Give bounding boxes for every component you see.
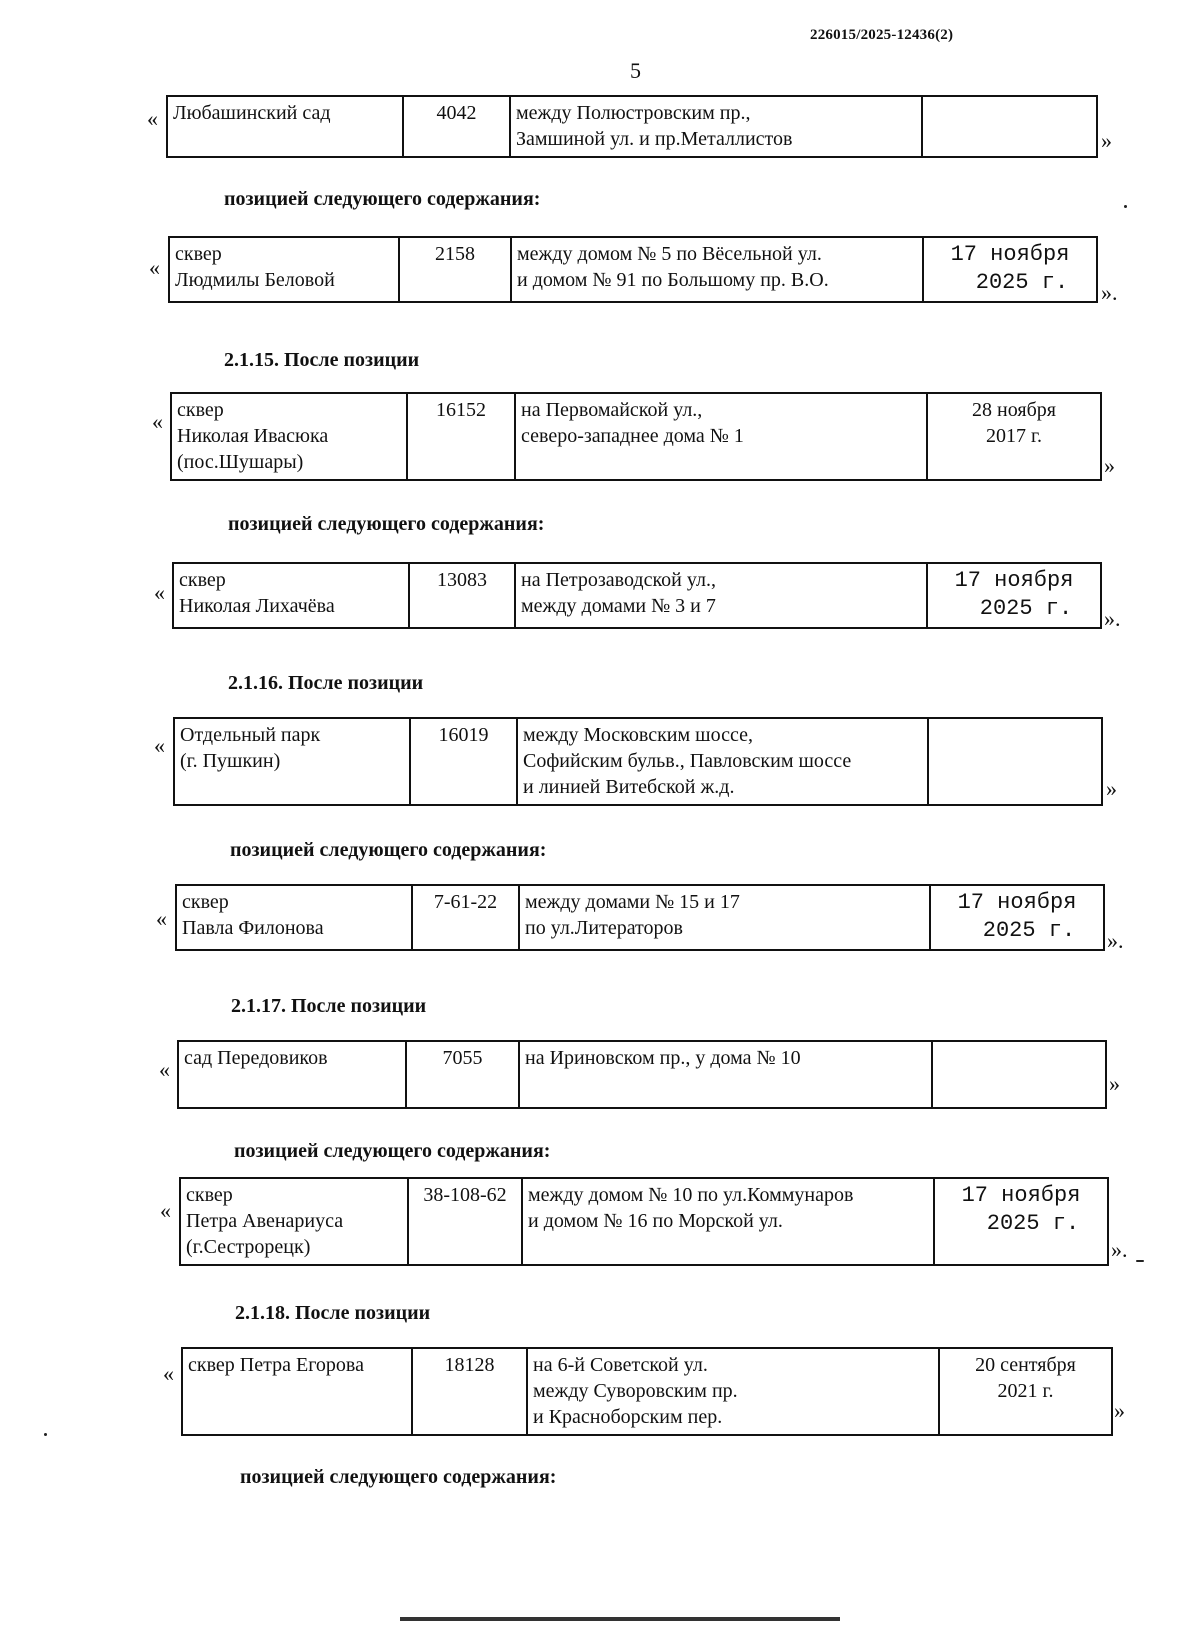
open-quote: « (154, 580, 165, 605)
entry-table (166, 95, 1098, 158)
table-row (176, 885, 1104, 950)
cell-date (932, 1041, 1106, 1108)
cell-location: на Первомайской ул., северо-западнее дома № 1 (515, 393, 927, 480)
cell-date: 17 ноября 2025 г. (927, 563, 1101, 628)
open-quote: « (159, 1057, 170, 1082)
close-quote: » (1106, 776, 1117, 801)
close-quote: ». (1101, 280, 1118, 305)
cell-date: 17 ноября 2025 г. (923, 237, 1097, 302)
open-quote: « (156, 906, 167, 931)
cell-location: на Петрозаводской ул., между домами № 3 и 7 (515, 563, 927, 628)
table-row (173, 563, 1101, 628)
table-row (167, 96, 1097, 157)
cell-code: 2158 (399, 237, 511, 302)
cell-code: 13083 (409, 563, 515, 628)
cell-name: Отдельный парк (г. Пушкин) (174, 718, 410, 805)
close-quote: ». (1111, 1237, 1128, 1262)
cell-name: сквер Петра Авенариуса (г.Сестрорецк) (180, 1178, 408, 1265)
table-row (174, 718, 1102, 805)
close-quote: ». (1104, 606, 1121, 631)
cell-code: 16019 (410, 718, 517, 805)
table-row (180, 1178, 1108, 1265)
entry-table (177, 1040, 1107, 1109)
paragraph-text: позицией следующего содержания: (240, 1466, 557, 1488)
cell-location: между домом № 10 по ул.Коммунаров и домом № 16 по Морской ул. (522, 1178, 934, 1265)
cell-date (922, 96, 1097, 157)
cell-code: 18128 (412, 1348, 527, 1435)
scan-speck (1136, 1260, 1144, 1262)
cell-location: на Ириновском пр., у дома № 10 (519, 1041, 932, 1108)
scan-edge (400, 1617, 840, 1621)
entry-table (170, 392, 1102, 481)
entry-table (179, 1177, 1109, 1266)
cell-name: сквер Павла Филонова (176, 885, 412, 950)
open-quote: « (163, 1361, 174, 1386)
cell-location: между домами № 15 и 17 по ул.Литераторов (519, 885, 930, 950)
entry-table (168, 236, 1098, 303)
close-quote: ». (1107, 928, 1124, 953)
close-quote: » (1114, 1398, 1125, 1423)
cell-name: сквер Петра Егорова (182, 1348, 412, 1435)
cell-location: между Московским шоссе, Софийским бульв., Павловским шоссе и линией Витебской ж.д. (517, 718, 928, 805)
entry-table (175, 884, 1105, 951)
scan-speck (1124, 205, 1127, 208)
close-quote: » (1101, 128, 1112, 153)
cell-date: 28 ноября 2017 г. (927, 393, 1101, 480)
cell-code: 7055 (406, 1041, 519, 1108)
table-row (182, 1348, 1112, 1435)
cell-date: 17 ноября 2025 г. (934, 1178, 1108, 1265)
paragraph-text: позицией следующего содержания: (228, 513, 545, 535)
open-quote: « (160, 1198, 171, 1223)
cell-name: Любашинский сад (167, 96, 403, 157)
section-heading: 2.1.18. После позиции (235, 1302, 431, 1324)
entry-table (172, 562, 1102, 629)
cell-location: между домом № 5 по Вёсельной ул. и домом № 91 по Большому пр. В.О. (511, 237, 923, 302)
cell-code: 16152 (407, 393, 515, 480)
cell-location: между Полюстровским пр., Замшиной ул. и пр.Металлистов (510, 96, 922, 157)
close-quote: » (1104, 453, 1115, 478)
entry-table (181, 1347, 1113, 1436)
scan-speck (44, 1433, 47, 1436)
open-quote: « (154, 733, 165, 758)
cell-code: 4042 (403, 96, 510, 157)
cell-code: 38-108-62 (408, 1178, 522, 1265)
cell-location: на 6-й Советской ул. между Суворовским пр. и Красноборским пер. (527, 1348, 939, 1435)
section-heading: 2.1.16. После позиции (228, 672, 424, 694)
close-quote: » (1109, 1071, 1120, 1096)
open-quote: « (149, 255, 160, 280)
cell-name: сад Передовиков (178, 1041, 406, 1108)
table-row (178, 1041, 1106, 1108)
entry-table (173, 717, 1103, 806)
cell-name: сквер Николая Лихачёва (173, 563, 409, 628)
paragraph-text: позицией следующего содержания: (234, 1140, 551, 1162)
cell-date (928, 718, 1102, 805)
section-heading: 2.1.15. После позиции (224, 349, 420, 371)
open-quote: « (152, 409, 163, 434)
page-number: 5 (630, 58, 641, 83)
section-heading: 2.1.17. После позиции (231, 995, 427, 1017)
cell-date: 17 ноября 2025 г. (930, 885, 1104, 950)
cell-name: сквер Николая Ивасюка (пос.Шушары) (171, 393, 407, 480)
table-row (171, 393, 1101, 480)
cell-date: 20 сентября 2021 г. (939, 1348, 1112, 1435)
cell-code: 7-61-22 (412, 885, 519, 950)
open-quote: « (147, 106, 158, 131)
table-row (169, 237, 1097, 302)
paragraph-text: позицией следующего содержания: (224, 188, 541, 210)
document-number: 226015/2025-12436(2) (810, 27, 954, 43)
paragraph-text: позицией следующего содержания: (230, 839, 547, 861)
cell-name: сквер Людмилы Беловой (169, 237, 399, 302)
